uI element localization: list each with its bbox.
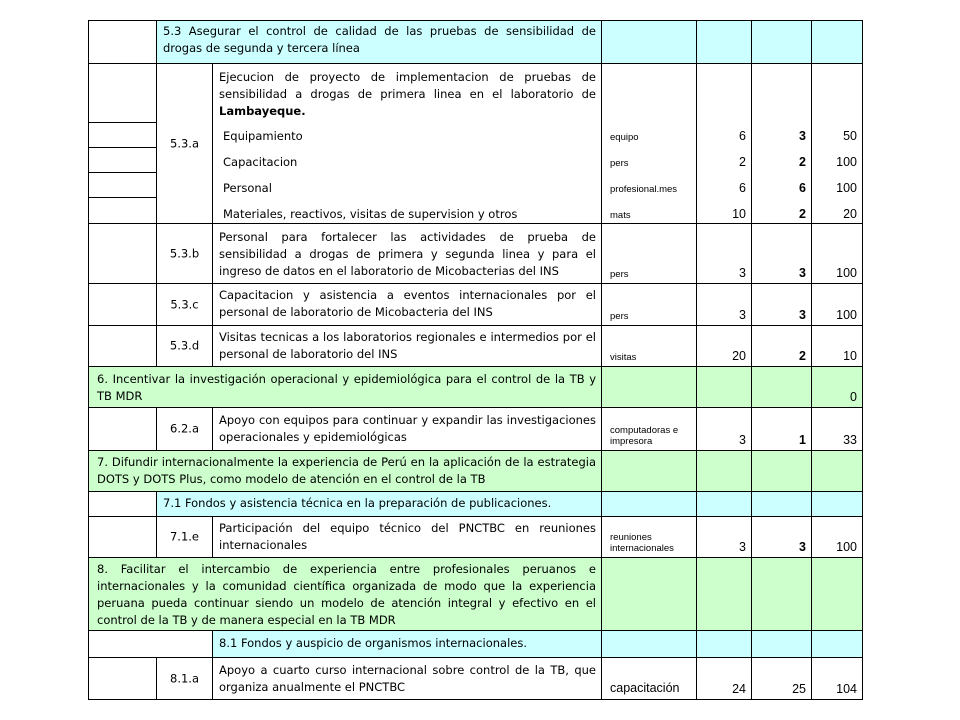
empty-cell [88, 122, 157, 148]
code-cell-5-3-a [156, 63, 213, 224]
item-label: Capacitacion [223, 155, 298, 169]
item-label: Materiales, reactivos, visitas de supervision y otros [223, 207, 518, 221]
unit-cell [601, 407, 697, 451]
code-7-1-e: 7.1.e [169, 529, 200, 544]
objective-8-text: 8. Facilitar el intercambio de experiencia entre profesionales peruanos e internacionales y la comunidad científica organizada de modo que la experiencia peruana pueda continuar siendo un modelo de atención integral y efectivo en el control de la TB y de manera especial en la TB MDR [97, 562, 596, 627]
description-cell-7-1-e [212, 516, 602, 558]
achieved-cell [751, 630, 812, 658]
objective-6-text: 6. Incentivar la investigación operacional y epidemiológica para el control de la TB y TB MDR [97, 372, 596, 403]
achieved-cell [751, 657, 812, 700]
section-5-3-header [156, 20, 602, 64]
empty-cell [88, 630, 213, 658]
planned-cell [696, 366, 752, 408]
description-cell-5-3-a [212, 63, 602, 224]
achieved-cell [751, 223, 812, 284]
percent-value: 33 [843, 433, 857, 447]
unit-cell [601, 557, 697, 631]
description-7-1-e: Participación del equipo técnico del PNCTBC en reuniones internacionales [219, 521, 596, 552]
code-5-3-c: 5.3.c [170, 297, 199, 311]
achieved-cell [751, 63, 812, 224]
code-cell-8-1-a [156, 657, 213, 700]
empty-cell [88, 491, 157, 517]
planned-cell [696, 283, 752, 326]
code-8-1-a: 8.1.a [170, 671, 199, 685]
description-cell-6-2-a [212, 407, 602, 451]
section-8-1-header [212, 630, 602, 658]
percent-cell [811, 657, 863, 700]
planned-cell [696, 491, 752, 517]
planned-value: 3 [739, 308, 746, 322]
unit-value: pers [610, 158, 629, 169]
empty-cell [88, 325, 157, 367]
empty-cell [88, 407, 157, 451]
planned-cell [696, 516, 752, 558]
percent-value: 20 [843, 207, 857, 221]
item-label: Equipamiento [223, 129, 303, 143]
planned-value: 3 [739, 540, 746, 554]
achieved-cell [751, 283, 812, 326]
achieved-cell [751, 407, 812, 451]
empty-cell [88, 197, 157, 224]
objective-7-header [88, 450, 602, 492]
achieved-cell [751, 20, 812, 64]
unit-cell [601, 491, 697, 517]
unit-cell [601, 450, 697, 492]
unit-value: computadoras e impresora [610, 425, 679, 447]
empty-cell [88, 172, 157, 198]
unit-value: mats [610, 210, 631, 221]
description-cell-5-3-c [212, 283, 602, 326]
planned-cell [696, 557, 752, 631]
percent-value: 0 [850, 390, 857, 404]
planned-value: 6 [739, 129, 746, 143]
empty-cell [88, 63, 157, 123]
unit-cell [601, 325, 697, 367]
achieved-value: 1 [799, 433, 806, 447]
description-5-3-b: Personal para fortalecer las actividades de prueba de sensibilidad a drogas de primera y segunda linea y para el ingreso de datos en el laboratorio de Micobacterias del INS [219, 230, 596, 278]
planned-cell [696, 657, 752, 700]
empty-cell [88, 516, 157, 558]
planned-value: 10 [732, 207, 746, 221]
percent-value: 100 [836, 308, 857, 322]
unit-cell [601, 283, 697, 326]
percent-cell [811, 20, 863, 64]
achieved-cell [751, 366, 812, 408]
percent-cell [811, 407, 863, 451]
unit-cell [601, 63, 697, 224]
unit-cell [601, 366, 697, 408]
description-5-3-c: Capacitacion y asistencia a eventos internacionales por el personal de laboratorio de Micobacteria del INS [219, 288, 596, 319]
achieved-value: 3 [799, 129, 806, 143]
code-cell-5-3-b [156, 223, 213, 284]
section-8-1-text: 8.1 Fondos y auspicio de organismos internacionales. [219, 636, 527, 650]
achieved-value: 2 [799, 155, 806, 169]
empty-cell [88, 20, 157, 64]
description-8-1-a: Apoyo a cuarto curso internacional sobre control de la TB, que organiza anualmente el PNCTBC [219, 663, 596, 694]
empty-cell [88, 147, 157, 173]
percent-value: 50 [843, 129, 857, 143]
unit-value: reuniones internacionales [610, 532, 674, 554]
planned-value: 20 [732, 349, 746, 363]
achieved-cell [751, 491, 812, 517]
empty-cell [88, 283, 157, 326]
planned-cell [696, 325, 752, 367]
unit-cell [601, 630, 697, 658]
percent-cell [811, 366, 863, 408]
planned-value: 6 [739, 181, 746, 195]
intro-5-3-a: Ejecucion de proyecto de implementacion de pruebas de sensibilidad a drogas de primera linea en el laboratorio de [219, 70, 596, 101]
percent-value: 100 [836, 181, 857, 195]
achieved-value: 2 [799, 349, 806, 363]
code-cell-6-2-a [156, 407, 213, 451]
achieved-cell [751, 557, 812, 631]
achieved-value: 3 [799, 266, 806, 280]
code-cell-7-1-e [156, 516, 213, 558]
achieved-value: 6 [799, 181, 806, 195]
percent-value: 10 [843, 349, 857, 363]
unit-cell [601, 657, 697, 700]
percent-cell [811, 450, 863, 492]
empty-cell [88, 223, 157, 284]
intro-text [219, 69, 596, 120]
code-5-3-a: 5.3.a [170, 136, 199, 150]
percent-value: 100 [836, 155, 857, 169]
objective-8-header [88, 557, 602, 631]
code-5-3-b: 5.3.b [169, 246, 200, 260]
unit-value: profesional.mes [610, 184, 678, 195]
percent-cell [811, 557, 863, 631]
description-cell-5-3-b [212, 223, 602, 284]
objective-7-text: 7. Difundir internacionalmente la experiencia de Perú en la aplicación de la estrategia DOTS y DOTS Plus, como modelo de atención en el control de la TB [97, 455, 596, 486]
code-cell-5-3-c [156, 283, 213, 326]
achieved-value: 3 [799, 308, 806, 322]
unit-value: pers [610, 269, 629, 280]
planned-cell [696, 407, 752, 451]
item-label: Personal [223, 181, 272, 195]
unit-value: capacitación [610, 681, 680, 695]
unit-value: pers [610, 311, 629, 322]
planned-cell [696, 223, 752, 284]
unit-cell [601, 20, 697, 64]
achieved-value: 25 [792, 682, 806, 696]
achieved-value: 3 [799, 540, 806, 554]
code-5-3-d: 5.3.d [169, 338, 200, 353]
section-7-1-header [156, 491, 602, 517]
achieved-cell [751, 325, 812, 367]
planned-value: 3 [739, 433, 746, 447]
unit-cell [601, 223, 697, 284]
percent-cell [811, 283, 863, 326]
objective-6-header [88, 366, 602, 408]
percent-cell [811, 325, 863, 367]
percent-cell [811, 63, 863, 224]
percent-value: 100 [836, 540, 857, 554]
description-cell-8-1-a [212, 657, 602, 700]
planned-cell [696, 63, 752, 224]
planned-value: 3 [739, 266, 746, 280]
planned-cell [696, 450, 752, 492]
place-name: Lambayeque. [219, 104, 306, 118]
description-cell-5-3-d [212, 325, 602, 367]
percent-cell [811, 491, 863, 517]
achieved-cell [751, 450, 812, 492]
percent-value: 104 [836, 682, 857, 696]
planned-cell [696, 20, 752, 64]
section-5-3-text: 5.3 Asegurar el control de calidad de las pruebas de sensibilidad de drogas de segunda y tercera línea [163, 24, 596, 55]
code-cell-5-3-d [156, 325, 213, 367]
unit-cell [601, 516, 697, 558]
unit-value: equipo [610, 132, 639, 143]
planned-cell [696, 630, 752, 658]
unit-value: visitas [610, 352, 637, 363]
code-6-2-a: 6.2.a [170, 421, 199, 436]
section-7-1-text: 7.1 Fondos y asistencia técnica en la preparación de publicaciones. [163, 496, 552, 510]
percent-cell [811, 223, 863, 284]
planned-value: 24 [732, 682, 746, 696]
percent-cell [811, 630, 863, 658]
description-5-3-d: Visitas tecnicas a los laboratorios regionales e intermedios por el personal de laboratorio del INS [219, 330, 596, 361]
achieved-cell [751, 516, 812, 558]
empty-cell [88, 657, 157, 700]
achieved-value: 2 [799, 207, 806, 221]
planned-value: 2 [739, 155, 746, 169]
percent-cell [811, 516, 863, 558]
description-6-2-a: Apoyo con equipos para continuar y expandir las investigaciones operacionales y epidemiológicas [219, 413, 596, 444]
percent-value: 100 [836, 266, 857, 280]
